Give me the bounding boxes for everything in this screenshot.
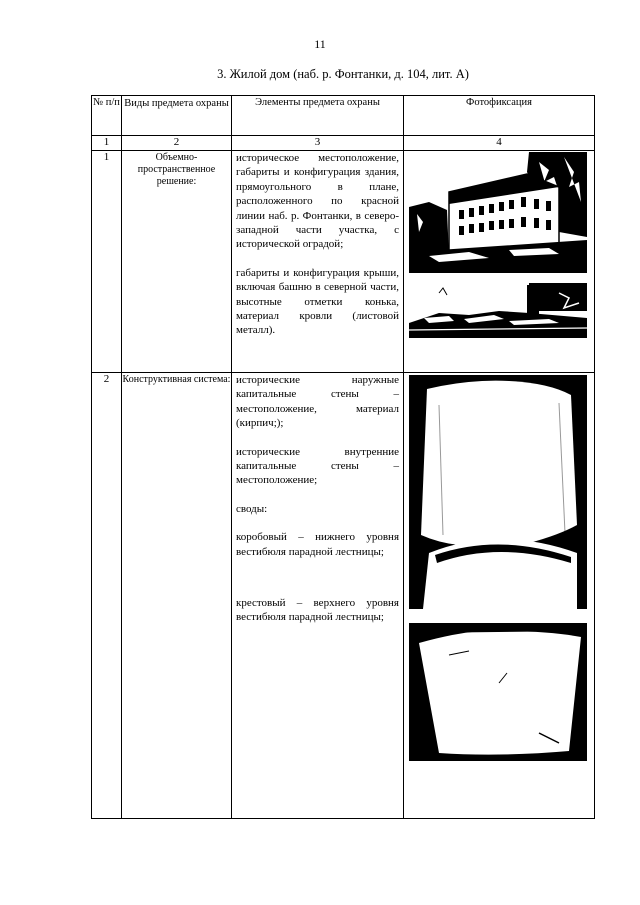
column-number: 4 <box>404 136 595 151</box>
row-photos <box>404 151 595 373</box>
row-elements <box>232 151 404 373</box>
header-photo: Фотофиксация <box>404 96 595 136</box>
roof-photo <box>409 283 594 338</box>
column-number: 2 <box>122 136 232 151</box>
element-text: исторические внутренние капитальные стены – местоположение; <box>236 445 399 487</box>
row-number: 1 <box>92 151 122 373</box>
row-elements <box>232 373 404 819</box>
page-number: 11 <box>314 37 326 51</box>
vault-lower-photo <box>409 375 594 609</box>
row-kind: Конструктивная система: <box>122 373 232 819</box>
document-title: 3. Жилой дом (наб. р. Фонтанки, д. 104, лит. А) <box>217 67 469 81</box>
element-text: габариты и конфигурация крыши, включая башню в северной части, высотные отметки конька, материал кровли (листовой металл). <box>236 266 399 337</box>
vault-upper-photo <box>409 623 594 761</box>
element-text: своды: <box>236 502 268 515</box>
table-header-row <box>92 96 595 136</box>
column-number: 1 <box>92 136 122 151</box>
element-text: коробовый – нижнего уровня вестибюля парадной лестницы; <box>236 531 399 558</box>
header-number: № п/п <box>92 96 122 136</box>
element-text: исторические наружные капитальные стены – местоположение, материал (кирпич;); <box>236 374 399 430</box>
building-facade-photo <box>409 152 594 273</box>
header-elements: Элементы предмета охраны <box>232 96 404 136</box>
table-row <box>92 151 595 373</box>
header-kind: Виды предмета охраны <box>122 96 232 136</box>
row-number: 2 <box>92 373 122 819</box>
heritage-table <box>91 95 595 819</box>
element-text: крестовый – верхнего уровня вестибюля парадной лестницы; <box>236 597 399 624</box>
table-row <box>92 373 595 819</box>
element-text: историческое местоположение, габариты и конфигурация здания, прямоугольного в плане, расположенного по красной линии наб. р. Фонтанки, в северо-западной части участка, с исторической оградой; <box>236 152 399 251</box>
row-photos <box>404 373 595 819</box>
row-kind: Объемно-пространственное решение: <box>122 151 232 373</box>
column-number-row <box>92 136 595 151</box>
column-number: 3 <box>232 136 404 151</box>
